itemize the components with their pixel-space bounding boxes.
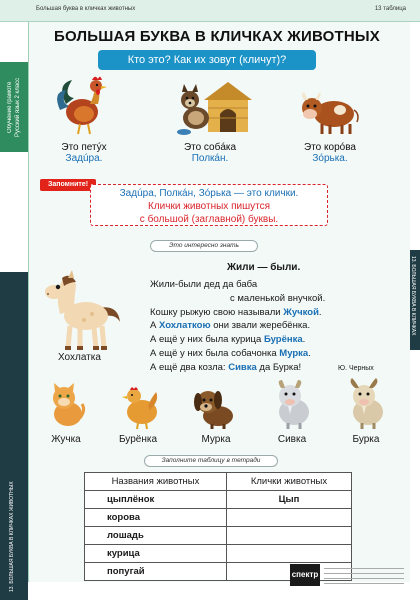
table-cell-animal: курица — [85, 545, 227, 563]
poem-text — [150, 278, 350, 375]
subject-side-tab — [0, 62, 28, 152]
goat-brown-caption: Бурка — [352, 434, 380, 445]
rule-names: Задúра, Полкáн, Зóрька — [119, 188, 232, 199]
table-cell-animal: попугай — [85, 563, 227, 581]
poem-line: Жили-были дед да баба — [150, 279, 258, 290]
dog-kennel-icon — [176, 78, 252, 138]
cow-icon — [298, 88, 360, 136]
top-header-strip — [0, 0, 420, 22]
publisher-footer — [290, 560, 418, 592]
puppy-caption: Мурка — [201, 434, 231, 445]
poem-nickname: Жучкой — [283, 306, 319, 318]
poem-line: А ещё у них была собачонка Мурка. — [150, 347, 311, 359]
goat-brown-icon — [344, 378, 388, 430]
dog-animal-text: Это собáка — [183, 142, 237, 153]
header-topic: Большая буква в кличках животных — [36, 6, 136, 12]
poem-author: Ю. Черных — [338, 365, 374, 372]
footer-fine-print-line — [324, 578, 404, 579]
table-cell-animal: корова — [85, 509, 227, 527]
rooster-nickname: Задúра. — [65, 153, 103, 164]
poem-line: А ещё два козла: Сивка да Бурка! — [150, 361, 302, 373]
poem-line: А ещё у них была курица Бурёнка. — [150, 334, 306, 346]
right-topic-text: 13. БОЛЬШАЯ БУКВА В КЛИЧКАХ — [410, 256, 416, 336]
publisher-logo: спектр — [290, 564, 320, 586]
header-table-number: 13 таблица — [374, 6, 406, 12]
rooster-icon — [52, 74, 110, 138]
table-header-animals: Названия животных — [85, 473, 227, 491]
poem-line: Кошку рыжую свою называли Жучкой. — [150, 306, 322, 318]
left-topic-text: 13. БОЛЬШАЯ БУКВА В КЛИЧКАХ ЖИВОТНЫХ — [9, 481, 15, 592]
question-banner: Кто это? Как их зовут (кличут)? — [98, 50, 316, 70]
puppy-icon — [192, 386, 238, 430]
poem-title: Жили — были. — [227, 262, 301, 273]
rooster-animal-text: Это петýх — [61, 142, 107, 153]
subject-subtitle: Русский язык 2 класс — [15, 77, 21, 137]
footer-fine-print-line — [324, 583, 404, 584]
remember-badge: Запомните! — [40, 179, 96, 191]
page-title: БОЛЬШАЯ БУКВА В КЛИЧКАХ ЖИВОТНЫХ — [54, 28, 380, 45]
left-topic-side-tab — [0, 272, 28, 600]
table-row — [85, 491, 352, 509]
dog-caption — [170, 142, 250, 164]
cow-caption — [290, 142, 370, 164]
poem-line: с маленькой внучкой. — [230, 292, 326, 304]
rule-line2: Клички животных пишутся — [148, 201, 270, 212]
horse-caption: Хохлатка — [58, 352, 101, 363]
table-cell-nickname — [226, 509, 351, 527]
cow-animal-text: Это корóва — [304, 142, 356, 153]
table-row — [85, 527, 352, 545]
goat-gray-caption: Сивка — [277, 434, 307, 445]
cat-icon — [46, 382, 86, 428]
table-cell-nickname — [226, 527, 351, 545]
poem-nickname: Мурка — [279, 347, 309, 359]
table-instruction-pill: Заполните таблицу в тетради — [144, 455, 278, 467]
goat-gray-icon — [270, 378, 314, 430]
table-cell-nickname: Цып — [226, 491, 351, 509]
footer-fine-print-line — [324, 568, 404, 569]
table-cell-animal: цыплёнок — [85, 491, 227, 509]
cow-nickname: Зóрька. — [312, 153, 348, 164]
table-header-row — [85, 473, 352, 491]
poem-nickname: Сивка — [228, 361, 257, 373]
rooster-caption — [44, 142, 124, 164]
rule-line1-rest: — это клички. — [231, 188, 299, 199]
poem-line: А Хохлаткою они звали жеребёнка. — [150, 320, 311, 332]
footer-fine-print-line — [324, 573, 404, 574]
interesting-pill: Это интересно знать — [150, 240, 258, 252]
table-header-nicknames: Клички животных — [226, 473, 351, 491]
cat-caption: Жучка — [51, 434, 81, 445]
dog-nickname: Полкáн. — [191, 153, 229, 164]
subject-title: Обучение грамоте — [7, 81, 13, 133]
table-row — [85, 509, 352, 527]
hen-caption: Бурёнка — [118, 434, 158, 445]
poem-nickname: Бурёнка — [263, 334, 303, 346]
horse-icon — [40, 270, 124, 352]
rule-box — [90, 184, 328, 226]
table-cell-animal: лошадь — [85, 527, 227, 545]
hen-icon — [120, 384, 162, 430]
rule-line3: с большой (заглавной) буквы. — [139, 214, 279, 225]
poem-nickname: Хохлаткою — [158, 320, 211, 332]
left-side-band — [0, 22, 28, 600]
